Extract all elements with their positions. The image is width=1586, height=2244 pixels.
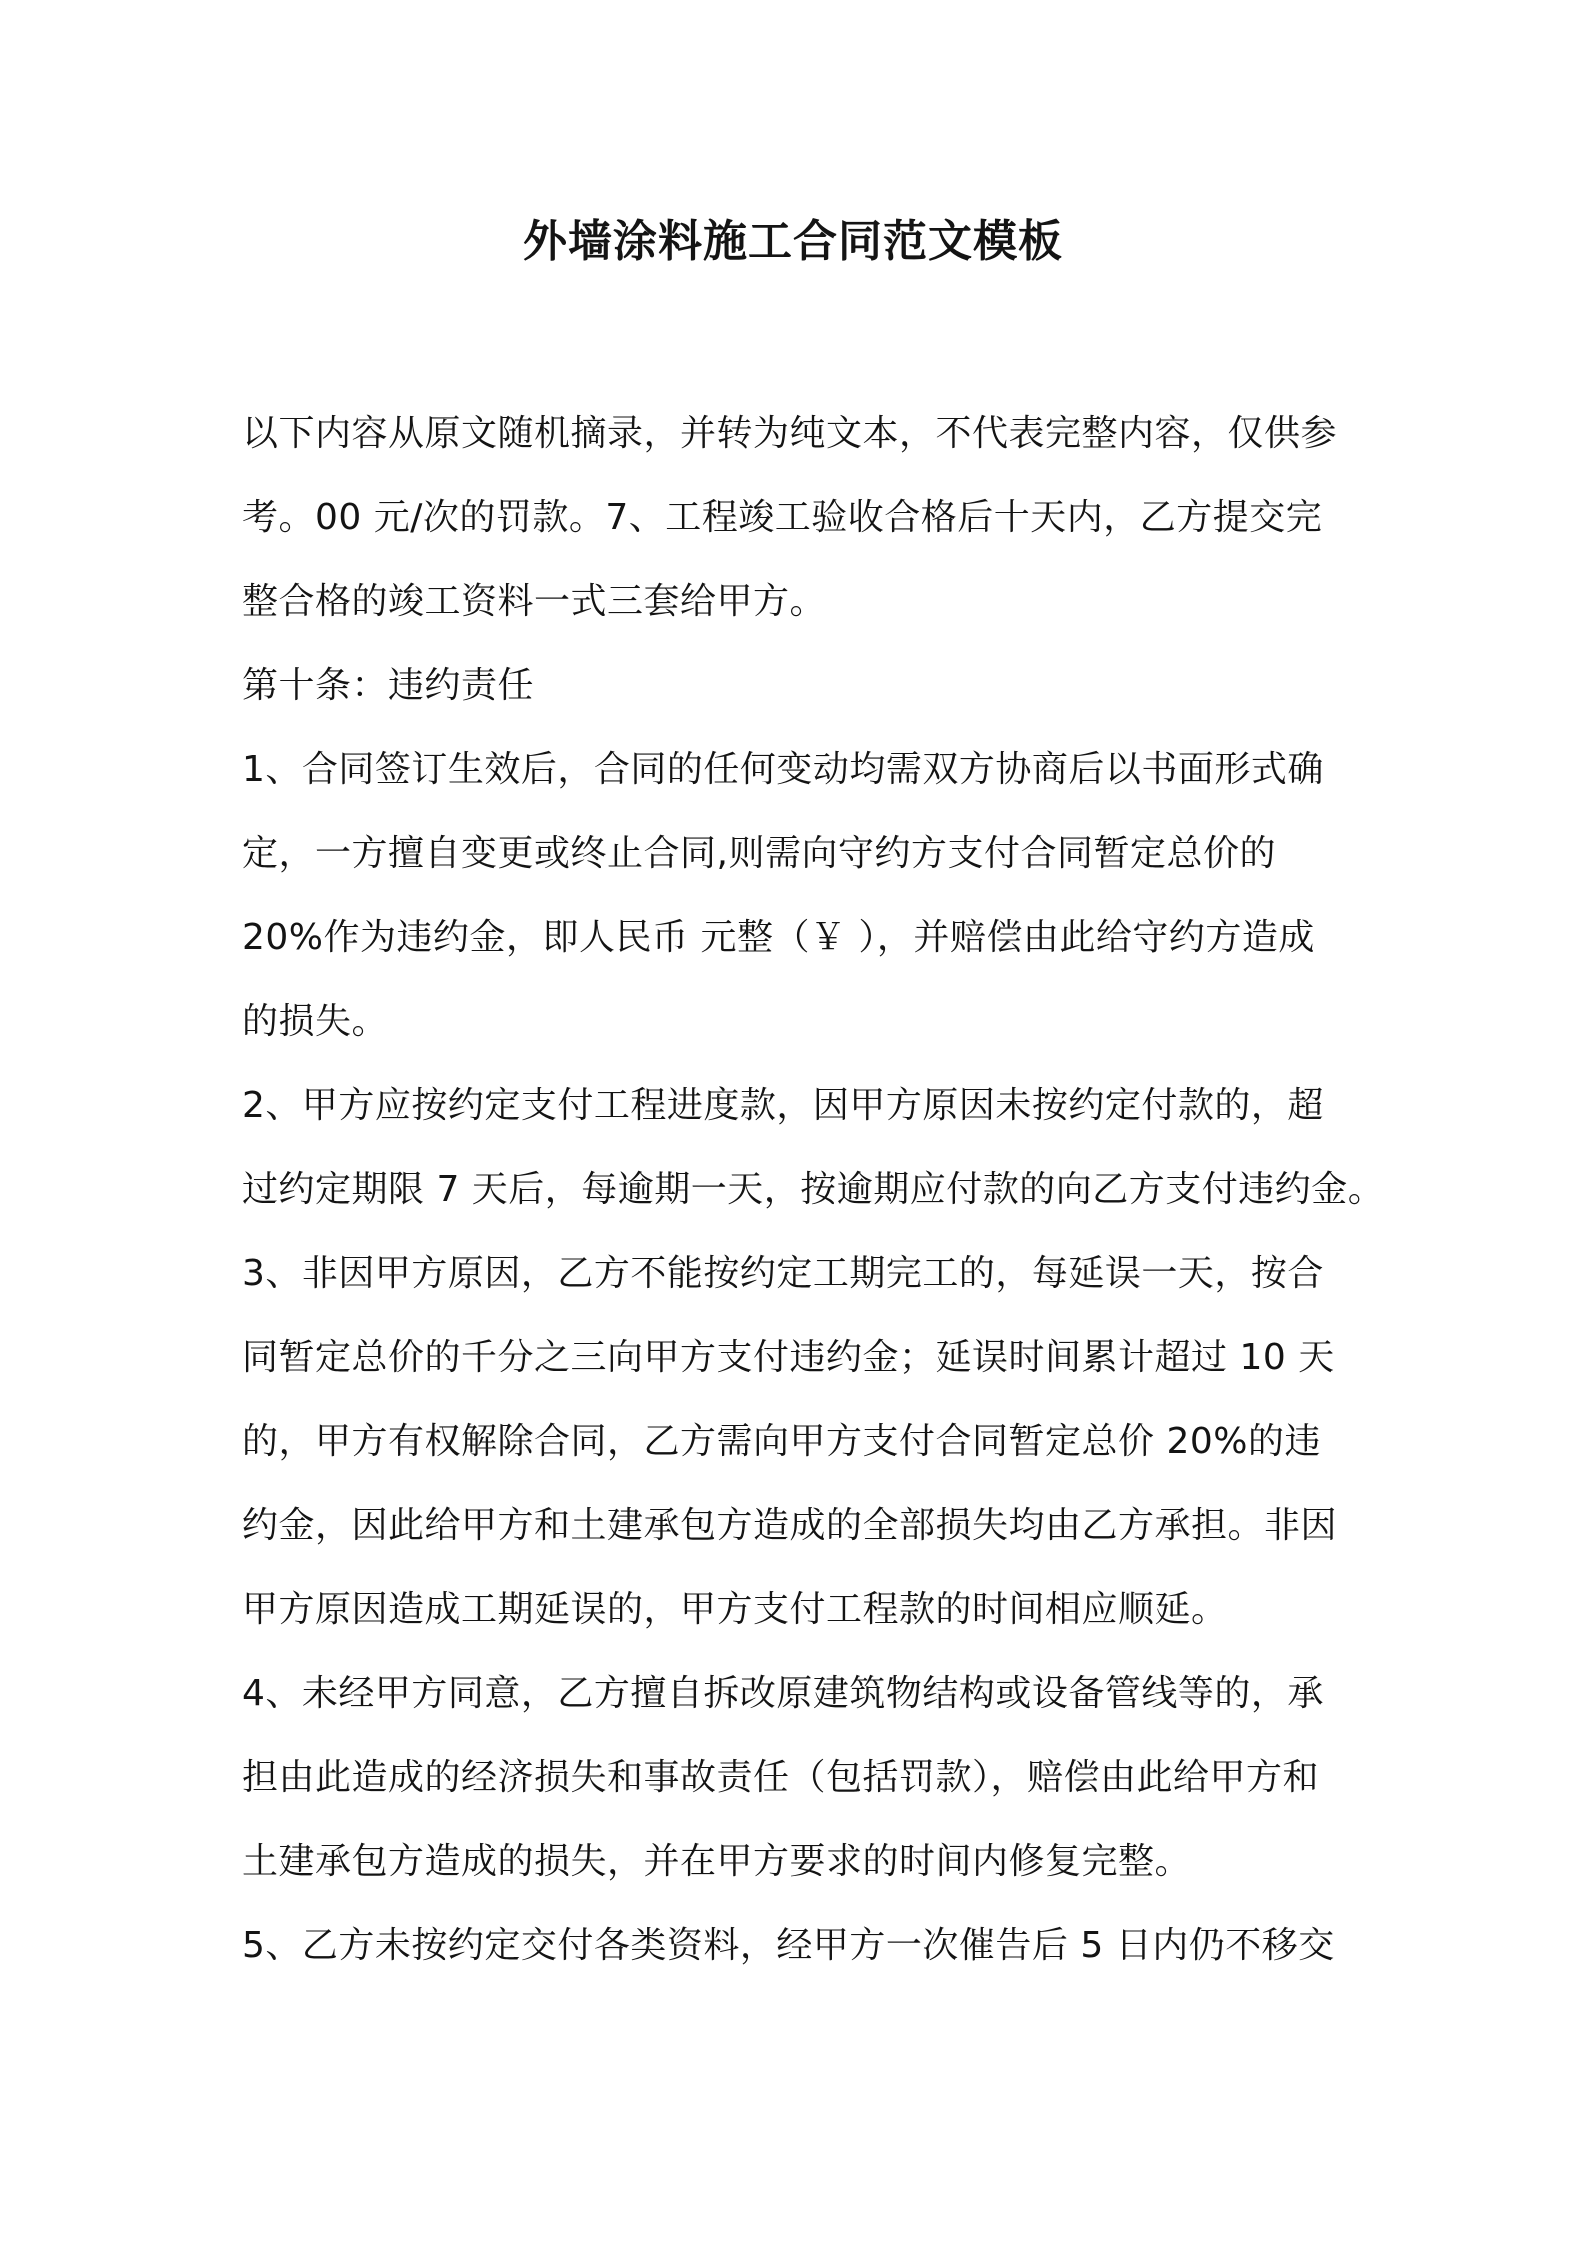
- text-line: 20%作为违约金，即人民币 元整（￥ ），并赔偿由此给守约方造成: [242, 917, 1315, 958]
- text-line: 2、甲方应按约定支付工程进度款，因甲方原因未按约定付款的，超: [242, 1085, 1324, 1126]
- text-line: 定，一方擅自变更或终止合同,则需向守约方支付合同暂定总价的: [242, 833, 1276, 874]
- text-line: 约金，因此给甲方和土建承包方造成的全部损失均由乙方承担。非因: [242, 1505, 1338, 1546]
- text-line: 过约定期限 7 天后，每逾期一天，按逾期应付款的向乙方支付违约金。: [242, 1169, 1385, 1210]
- text-line: 的损失。: [242, 1001, 389, 1042]
- text-line: 3、非因甲方原因，乙方不能按约定工期完工的，每延误一天，按合: [242, 1253, 1324, 1294]
- text-line: 担由此造成的经济损失和事故责任（包括罚款），赔偿由此给甲方和: [242, 1757, 1320, 1798]
- text-line: 同暂定总价的千分之三向甲方支付违约金；延误时间累计超过 10 天: [242, 1337, 1335, 1378]
- text-line: 1、合同签订生效后，合同的任何变动均需双方协商后以书面形式确: [242, 749, 1324, 790]
- text-line: 的，甲方有权解除合同，乙方需向甲方支付合同暂定总价 20%的违: [242, 1421, 1321, 1462]
- text-line: 5、乙方未按约定交付各类资料，经甲方一次催告后 5 日内仍不移交: [242, 1925, 1335, 1966]
- text-line: 4、未经甲方同意，乙方擅自拆改原建筑物结构或设备管线等的，承: [242, 1673, 1324, 1714]
- text-line: 考。00 元/次的罚款。7、工程竣工验收合格后十天内，乙方提交完: [242, 497, 1323, 538]
- text-line: 土建承包方造成的损失，并在甲方要求的时间内修复完整。: [242, 1841, 1192, 1882]
- section-heading: 第十条：违约责任: [242, 665, 535, 706]
- document-title: 外墙涂料施工合同范文模板: [523, 216, 1063, 267]
- text-line: 以下内容从原文随机摘录，并转为纯文本，不代表完整内容，仅供参: [242, 413, 1338, 454]
- text-line: 甲方原因造成工期延误的，甲方支付工程款的时间相应顺延。: [242, 1589, 1228, 1630]
- text-line: 整合格的竣工资料一式三套给甲方。: [242, 581, 827, 622]
